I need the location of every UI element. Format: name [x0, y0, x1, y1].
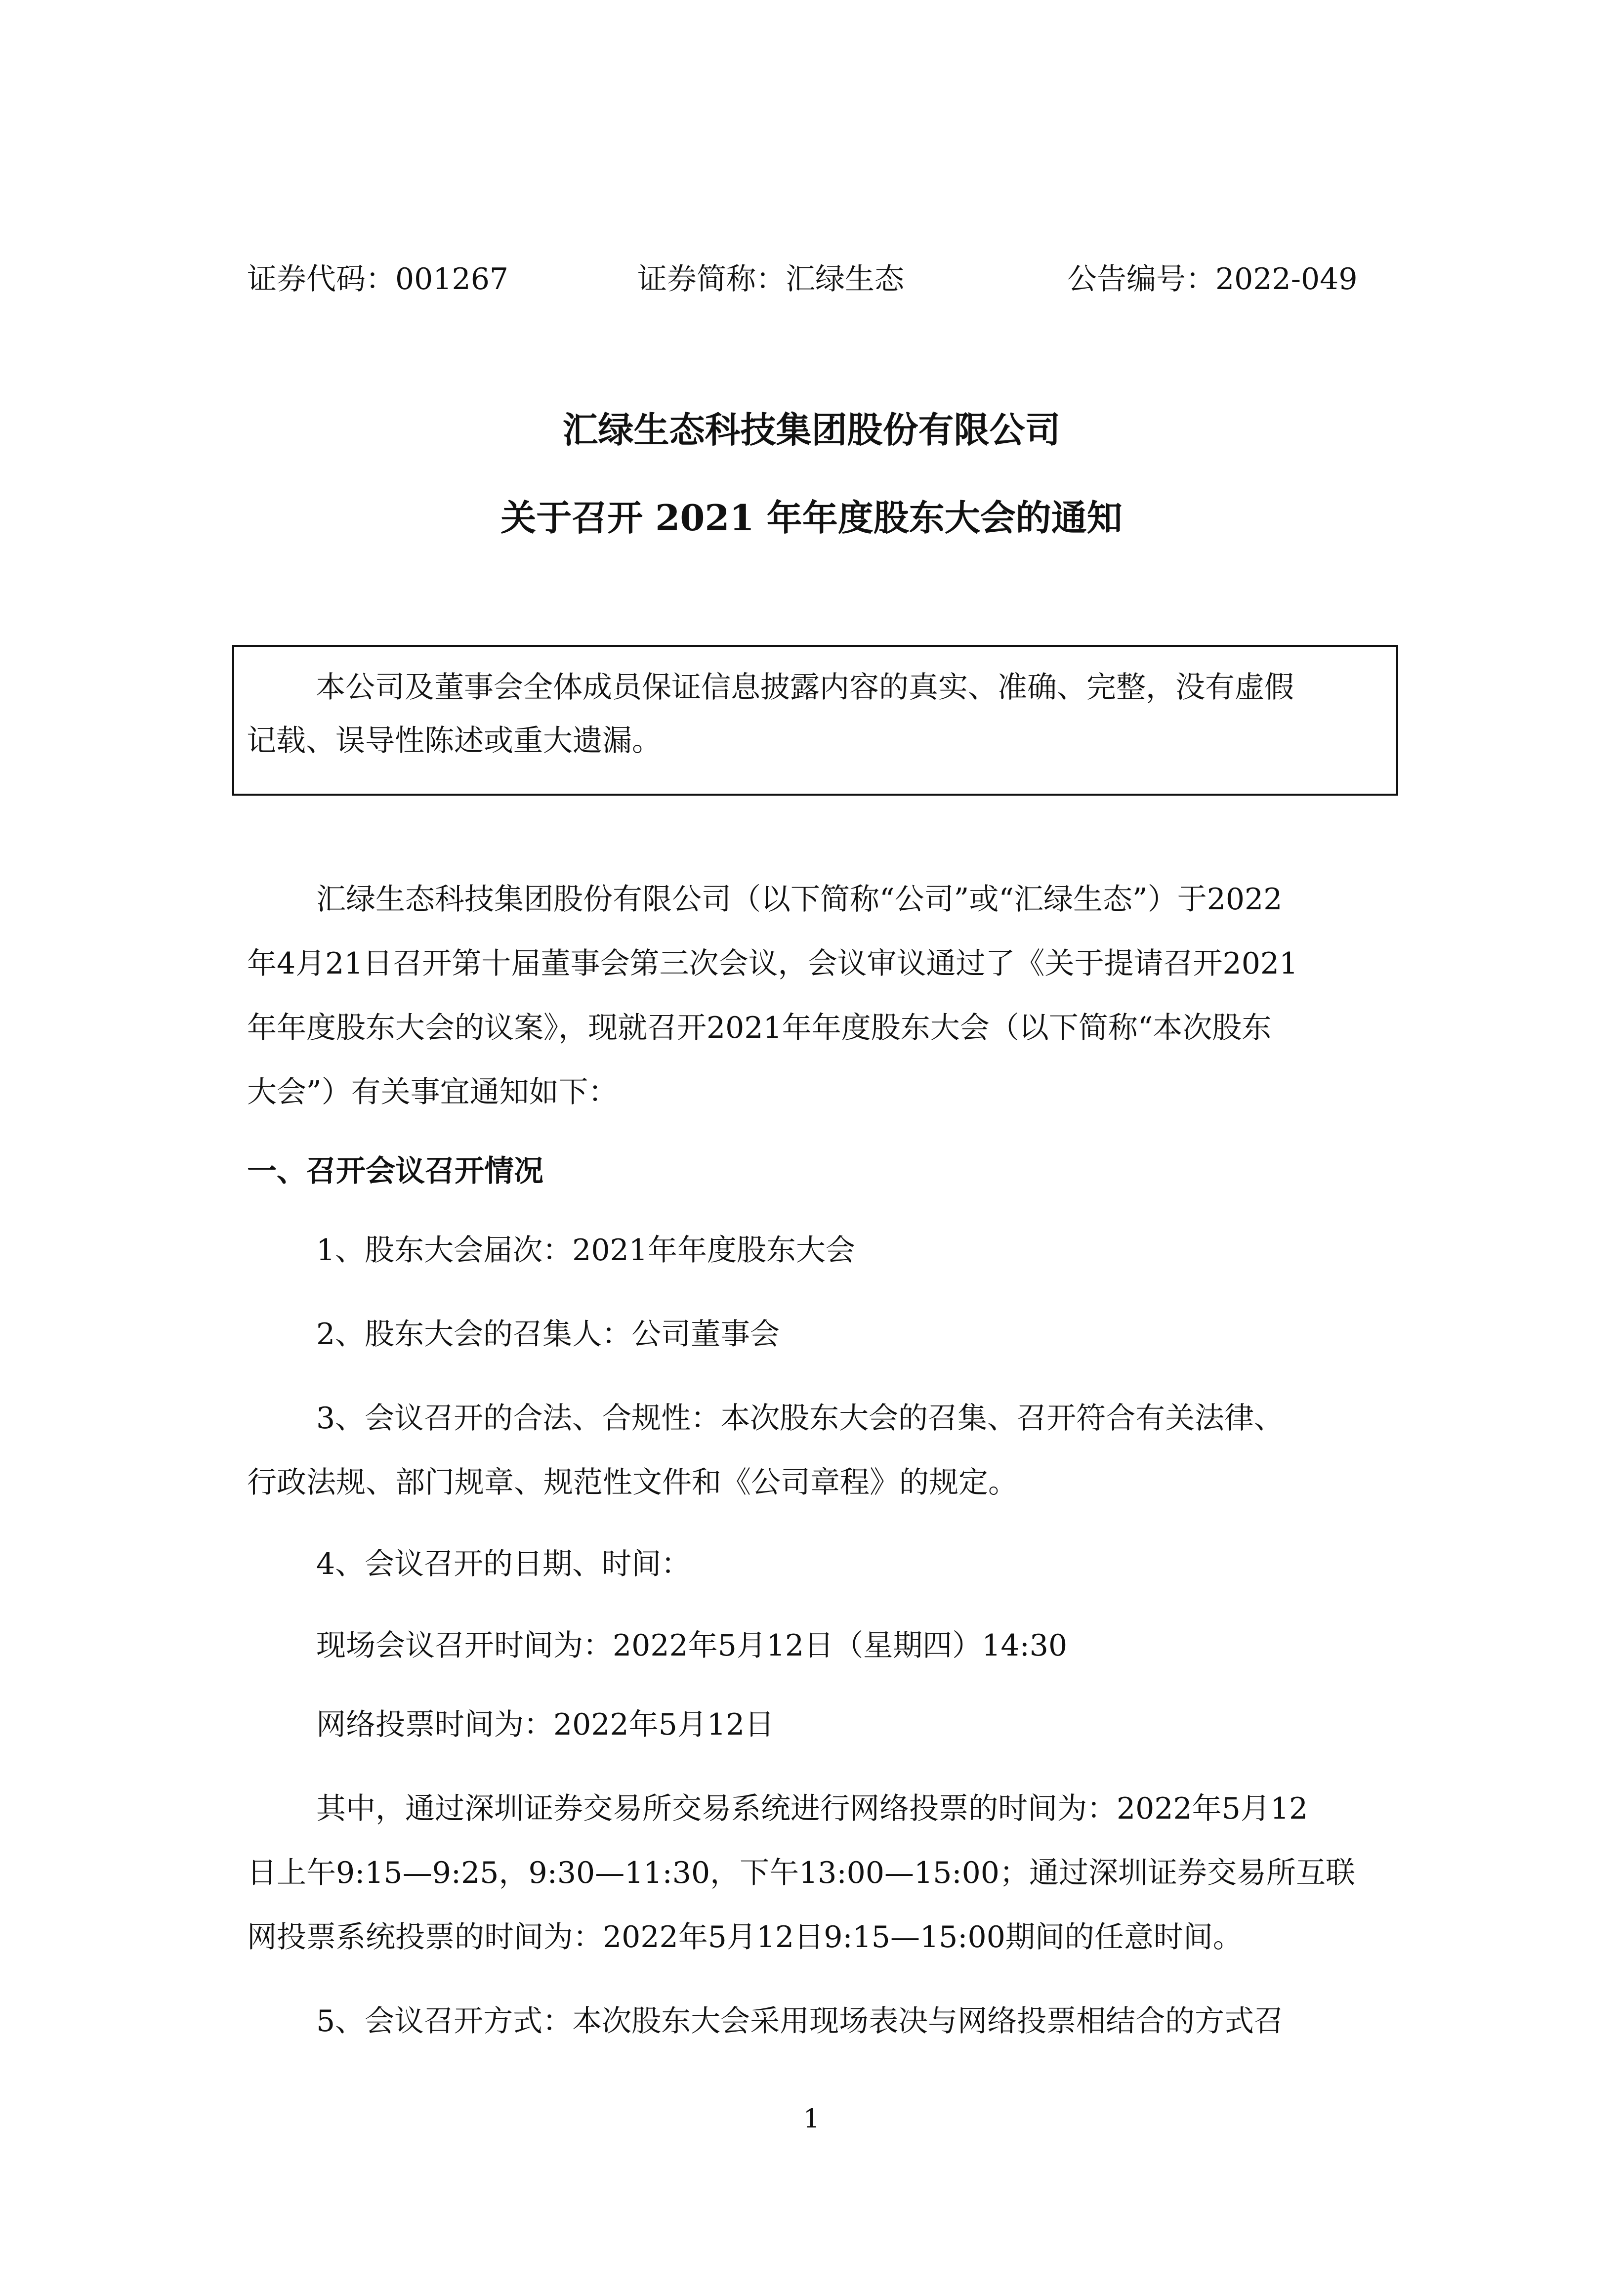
disclaimer-box: [232, 645, 1398, 796]
disclaimer-line-2: 记载、误导性陈述或重大遗漏。: [247, 723, 662, 758]
item-1: 1、股东大会届次：2021年年度股东大会: [316, 1233, 855, 1268]
notice-title: 关于召开 2021 年年度股东大会的通知: [500, 497, 1123, 539]
item-3-line-1: 3、会议召开的合法、合规性：本次股东大会的召集、召开符合有关法律、: [316, 1401, 1284, 1436]
intro-line-3: 年年度股东大会的议案》，现就召开2021年年度股东大会（以下简称“本次股东: [247, 1011, 1272, 1045]
page-number: 1: [803, 2104, 820, 2134]
details-line-1: 其中，通过深圳证券交易所交易系统进行网络投票的时间为：2022年5月12: [316, 1791, 1308, 1826]
announcement-number: 公告编号：2022-049: [1067, 262, 1358, 297]
security-code: 证券代码：001267: [247, 262, 509, 297]
item-4: 4、会议召开的日期、时间：: [316, 1547, 691, 1581]
company-title: 汇绿生态科技集团股份有限公司: [562, 409, 1061, 451]
section-heading: 一、召开会议召开情况: [247, 1154, 543, 1189]
intro-line-4: 大会”）有关事宜通知如下：: [247, 1075, 618, 1109]
online-voting-time: 网络投票时间为：2022年5月12日: [316, 1707, 775, 1742]
intro-line-1: 汇绿生态科技集团股份有限公司（以下简称“公司”或“汇绿生态”）于2022: [316, 882, 1283, 917]
details-line-2: 日上午9:15—9:25，9:30—11:30，下午13:00—15:00；通过深圳证券交易所互联: [247, 1856, 1355, 1890]
intro-line-2: 年4月21日召开第十届董事会第三次会议，会议审议通过了《关于提请召开2021: [247, 946, 1298, 981]
disclaimer-line-1: 本公司及董事会全体成员保证信息披露内容的真实、准确、完整，没有虚假: [316, 670, 1294, 705]
onsite-meeting-time: 现场会议召开时间为：2022年5月12日（星期四）14:30: [316, 1628, 1068, 1663]
announcement-header: [247, 259, 1364, 299]
item-2: 2、股东大会的召集人：公司董事会: [316, 1317, 780, 1352]
details-line-3: 网投票系统投票的时间为：2022年5月12日9:15—15:00期间的任意时间。: [247, 1920, 1243, 1955]
item-5: 5、会议召开方式：本次股东大会采用现场表决与网络投票相结合的方式召: [316, 2004, 1284, 2039]
item-3-line-2: 行政法规、部门规章、规范性文件和《公司章程》的规定。: [247, 1465, 1018, 1500]
security-abbreviation: 证券简称：汇绿生态: [637, 262, 904, 297]
